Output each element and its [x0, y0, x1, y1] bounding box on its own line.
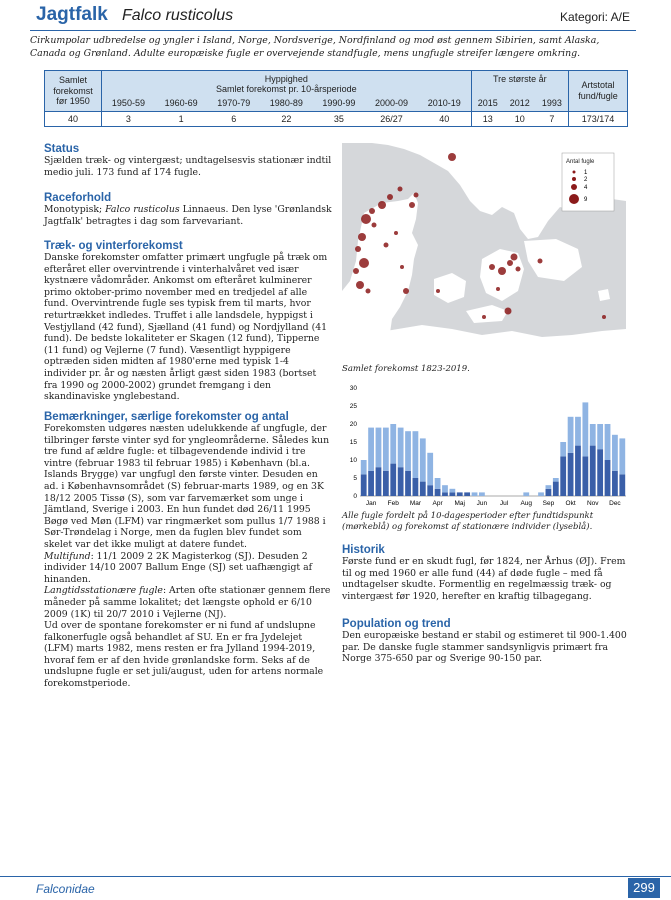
y-tick-label: 15 — [349, 439, 357, 446]
bar-segment — [546, 489, 552, 496]
bar-segment — [619, 438, 625, 474]
bar-segment — [376, 467, 382, 496]
bar-segment — [472, 492, 478, 496]
occurrence-dot — [414, 193, 419, 198]
period-value: 22 — [281, 113, 292, 124]
bar-segment — [553, 482, 559, 496]
section-heading: Historik — [342, 544, 385, 556]
footer-divider — [0, 876, 671, 877]
top-year-header: 2015 — [471, 95, 504, 111]
occurrence-dot — [361, 214, 371, 224]
bar-segment — [457, 492, 463, 496]
seasonal-bar-chart — [342, 382, 632, 512]
section-heading: Bemærkninger, særlige forekomster og antal — [44, 411, 289, 423]
bar-segment — [560, 442, 566, 456]
bar-segment — [435, 478, 441, 489]
bar-segment — [605, 424, 611, 460]
x-tick-label: Nov — [586, 500, 599, 507]
race-section — [44, 192, 332, 227]
bar-segment — [538, 492, 544, 496]
occurrence-dot — [505, 308, 512, 315]
bar-segment — [479, 492, 485, 496]
occurrence-dot — [403, 288, 409, 294]
x-tick-label: Jan — [365, 500, 377, 507]
page-header — [36, 4, 630, 30]
population-section — [342, 618, 630, 665]
x-tick-label: Jun — [476, 500, 488, 507]
section-text: Sjælden træk- og vintergæst; undtagelsesvis stationær indtil medio juli. 173 fund af 174 fugle. — [44, 155, 332, 178]
bar-segment — [420, 438, 426, 481]
bar-segment — [612, 471, 618, 496]
x-tick-label: Okt — [565, 500, 576, 507]
bar-segment — [449, 489, 455, 493]
col-before-1950-header — [45, 71, 102, 112]
header-line: før 1950 — [56, 96, 90, 106]
migration-section — [44, 240, 332, 403]
page-number: 299 — [628, 878, 660, 898]
species-latin-name: Falco rusticolus — [122, 7, 234, 24]
map-caption: Samlet forekomst 1823-2019. — [342, 364, 470, 374]
occurrence-dot — [400, 265, 404, 269]
legend-value: 2 — [584, 177, 588, 183]
header-line: Samlet — [58, 75, 87, 85]
occurrence-dot — [498, 267, 506, 275]
bornholm-island — [598, 289, 610, 301]
bar-segment — [413, 478, 419, 496]
bar-segment — [442, 492, 448, 496]
section-text: Den europæiske bestand er stabil og estimeret til 900-1.400 par. De danske fugle stammer sandsynligvis primært fra Norge 375-650 par og Sverige 90-150 par. — [342, 630, 627, 665]
period-value: 35 — [333, 113, 344, 124]
occurrence-dot — [387, 194, 393, 200]
bar-segment — [612, 435, 618, 471]
bar-segment — [597, 449, 603, 496]
header-line: fund/fugle — [578, 90, 618, 101]
remarks-section — [44, 411, 332, 690]
occurrence-dot — [516, 267, 521, 272]
section-heading: Population og trend — [342, 618, 451, 630]
x-tick-label: Maj — [454, 500, 465, 507]
occurrence-dot — [358, 233, 366, 241]
x-tick-label: Apr — [432, 500, 443, 507]
text-run: Monotypisk; — [44, 204, 106, 215]
bar-segment — [442, 485, 448, 492]
total-value: 173/174 — [569, 111, 628, 126]
bar-segment — [597, 424, 603, 449]
category-label: Kategori: A/E — [559, 10, 630, 24]
top-year-value: 7 — [549, 113, 555, 124]
occurrence-dot — [394, 231, 398, 235]
period-header: 1950-59 — [102, 95, 155, 111]
occurrence-dot — [378, 201, 386, 209]
bar-segment — [405, 431, 411, 471]
header-line: Artstotal — [581, 80, 615, 91]
period-value: 6 — [231, 113, 237, 124]
bar-segment — [568, 417, 574, 453]
top-years-header: Tre største år — [471, 71, 568, 96]
occurrence-dot — [353, 268, 359, 274]
skane-land — [524, 239, 582, 281]
occurrence-dot — [538, 259, 543, 264]
history-section — [342, 544, 630, 602]
occurrence-dot — [372, 223, 377, 228]
occurrence-dot — [602, 315, 606, 319]
y-tick-label: 5 — [353, 475, 357, 482]
bar-segment — [449, 492, 455, 496]
bar-segment — [435, 489, 441, 496]
legend-title: Antal fugle — [566, 159, 595, 165]
label-italic: Multifund — [44, 550, 91, 562]
bar-segment — [427, 453, 433, 485]
bar-segment — [590, 424, 596, 446]
bar-segment — [619, 474, 625, 496]
x-tick-label: Mar — [409, 500, 422, 507]
occurrence-dot — [436, 289, 440, 293]
map-legend — [562, 153, 614, 211]
period-value: 26/27 — [380, 113, 403, 124]
occurrence-dot — [359, 258, 369, 268]
occurrence-map — [342, 141, 626, 361]
y-tick-label: 20 — [349, 421, 357, 428]
legend-value: 1 — [584, 170, 588, 176]
bar-segment — [405, 471, 411, 496]
header-divider — [30, 30, 636, 31]
period-header: 2010-19 — [418, 95, 471, 111]
text-run: Ud over de spontane forekomster er ni fund af undslupne falkonerfugle også behandlet af SU. En er fra Jydelejet (LFM) marts 1982, mens resten er fra Jylland 1994-2019, hvoraf fem er af den hvide grønlandske form. Seks af de undslupne fugle er set juli/august, uden for artens normale forekomstperiode. — [44, 620, 324, 690]
frequency-header — [102, 71, 472, 96]
top-year-value: 10 — [514, 113, 525, 124]
occurrence-dot — [511, 254, 518, 261]
status-section — [44, 143, 332, 178]
chart-svg — [342, 382, 632, 512]
bar-segment — [383, 471, 389, 496]
occurrence-dot — [355, 246, 361, 252]
top-year-header: 1993 — [536, 95, 569, 111]
y-tick-label: 30 — [349, 385, 357, 392]
x-tick-label: Dec — [609, 500, 621, 507]
bar-segment — [398, 428, 404, 468]
legend-value: 4 — [584, 185, 588, 191]
bar-segment — [575, 417, 581, 446]
bar-segment — [390, 464, 396, 496]
bar-segment — [361, 474, 367, 496]
header-line: Samlet forekomst pr. 10-årsperiode — [216, 84, 357, 94]
bar-segment — [464, 492, 470, 496]
y-tick-label: 0 — [353, 493, 357, 500]
bar-segment — [413, 431, 419, 478]
occurrence-dot — [384, 243, 389, 248]
period-header: 1980-89 — [260, 95, 313, 111]
occurrence-dot — [369, 208, 375, 214]
occurrence-dot — [507, 260, 513, 266]
period-header: 2000-09 — [365, 95, 418, 111]
bar-segment — [560, 456, 566, 496]
bar-segment — [368, 471, 374, 496]
bar-segment — [361, 460, 367, 474]
text-run: : Arten ofte stationær gennem flere måneder på samme lokalitet; det længste ophold er 6/10 2009 (1K) til 20/7 2010 i Vejlerne (NJ). — [44, 585, 331, 620]
section-text — [44, 204, 332, 227]
section-text: Første fund er en skudt fugl, før 1824, ner Århus (ØJ). Frem til og med 1960 er alle fund (44) af døde fugle – med få undtagelser skudte. Formentlig en regelmæssig træk- og vintergæst før 1920, herefter en kraftig tilbagegang. — [342, 556, 626, 602]
bar-segment — [420, 482, 426, 496]
x-tick-label: Jul — [499, 500, 509, 507]
map-svg — [342, 141, 626, 361]
latin-name: Falco rusticolus — [105, 204, 180, 215]
text-run: Forekomsten udgøres næsten udelukkende af ungfugle, der tilbringer første vinter syd for yngleområderne. Således kun tre fund af ældre fugle: et tilbagevendende individ i tre vintre (februar 1983 til februar 1985) i København (bl.a. Islands Brygge) var ungfugl den første vinter. Desuden en ad. i Københavnsområdet (S) februar-marts 1989, og en 3K 18/12 2005 Tissø (S), som var farvemærket som unge i Jämtland, Sverige i 2003. En hun fundet død 26/11 1995 Bøgø ved Møn (LFM) var ringmærket som pullus 1/7 1988 i Sør-Trøndelag i Norge, men da fuglen blev fundet som skelet var det ikke muligt at datere fundet. — [44, 423, 330, 550]
occurrence-dot — [356, 281, 364, 289]
species-title: Jagtfalk — [36, 4, 108, 25]
bar-segment — [575, 446, 581, 496]
chart-caption: Alle fugle fordelt på 10-dagesperioder efter fundtidspunkt (mørkeblå) og forekomst af stationære individer (lyseblå). — [342, 511, 594, 532]
x-tick-label: Sep — [542, 500, 555, 507]
label-italic: Langtidsstationære fugle — [44, 585, 163, 597]
occurrence-dot — [448, 153, 456, 161]
funen-island — [434, 273, 466, 303]
top-year-header: 2012 — [504, 95, 536, 111]
x-tick-label: Feb — [387, 500, 399, 507]
bar-segment — [376, 428, 382, 468]
lolland-island — [466, 305, 508, 323]
period-value: 3 — [102, 111, 155, 126]
bar-segment — [582, 402, 588, 456]
text-run: Linnaeus. Den lyse 'Grønlandsk Jagtfalk' betragtes i dag som farvevariant. — [44, 204, 332, 227]
bar-segment — [546, 485, 552, 489]
section-text: Danske forekomster omfatter primært ungfugle på træk om efteråret eller overvintrende i vinterhalvåret ved især kystnære vådområder. Ankomst om efteråret kulminerer primo oktober-primo november med en tredjedel af alle fund. Overvintrende fugle ses typisk frem til marts, hvor returtrækket indledes. Truffet i alle landsdele, hyppigst i Vestjylland (42 fund), Sjælland (41 fund) og Nordjylland (41 fund). De bedste lokaliteter er Skagen (12 fund), Tipperne (11 fund) og Vejlerne (7 fund). Væsentligt hyppigere optræden siden midten af 1980'erne med typisk 1-4 individer pr. år og næsten årligt gæst siden 1983 (bortset fra 1990 og 2000-2002) grundet fremgang i den skandinaviske ynglebestand. — [44, 252, 328, 403]
value-before-1950: 40 — [67, 113, 78, 124]
occurrence-dot — [489, 264, 495, 270]
bar-segment — [605, 460, 611, 496]
occurrence-dot — [482, 315, 486, 319]
family-name: Falconidae — [36, 882, 95, 896]
text-run: : 11/1 2009 2 2K Magisterkog (SJ). Desuden 2 individer 14/10 2007 Ballum Enge (SJ) set uafhængigt af hinanden. — [44, 550, 313, 585]
intro-paragraph: Cirkumpolar udbredelse og yngler i Island, Norge, Nordsverige, Nordfinland og mod øst gennem Sibirien, samt Alaska, Canada og Grønland. Adulte europæiske fugle er overvejende standfugle, mens ungfugle streifer længere omkring. — [30, 35, 600, 59]
y-tick-label: 10 — [349, 457, 357, 464]
statistics-table — [44, 70, 628, 127]
bar-segment — [568, 453, 574, 496]
bar-segment — [553, 478, 559, 482]
section-heading: Raceforhold — [44, 192, 112, 204]
period-value: 40 — [439, 113, 450, 124]
bar-segment — [368, 428, 374, 471]
section-heading: Status — [44, 143, 80, 155]
germany-land — [386, 325, 626, 361]
header-line: forekomst — [53, 85, 93, 96]
occurrence-dot — [496, 287, 500, 291]
bar-segment — [427, 485, 433, 496]
y-tick-label: 25 — [349, 403, 357, 410]
legend-value: 9 — [584, 197, 588, 203]
bar-segment — [383, 428, 389, 471]
section-heading: Træk- og vinterforekomst — [44, 240, 183, 252]
bar-segment — [523, 492, 529, 496]
header-line: Hyppighed — [264, 73, 308, 84]
bar-segment — [590, 446, 596, 496]
occurrence-dot — [398, 187, 403, 192]
period-header: 1970-79 — [207, 95, 260, 111]
total-header — [569, 71, 628, 112]
occurrence-dot — [409, 202, 415, 208]
period-header: 1990-99 — [313, 95, 366, 111]
period-header: 1960-69 — [155, 95, 208, 111]
x-tick-label: Aug — [520, 500, 533, 507]
period-value: 1 — [178, 113, 184, 124]
bar-segment — [398, 467, 404, 496]
bar-segment — [582, 456, 588, 496]
top-year-value: 13 — [471, 111, 504, 126]
bar-segment — [390, 424, 396, 464]
occurrence-dot — [366, 289, 371, 294]
section-text — [44, 423, 332, 690]
